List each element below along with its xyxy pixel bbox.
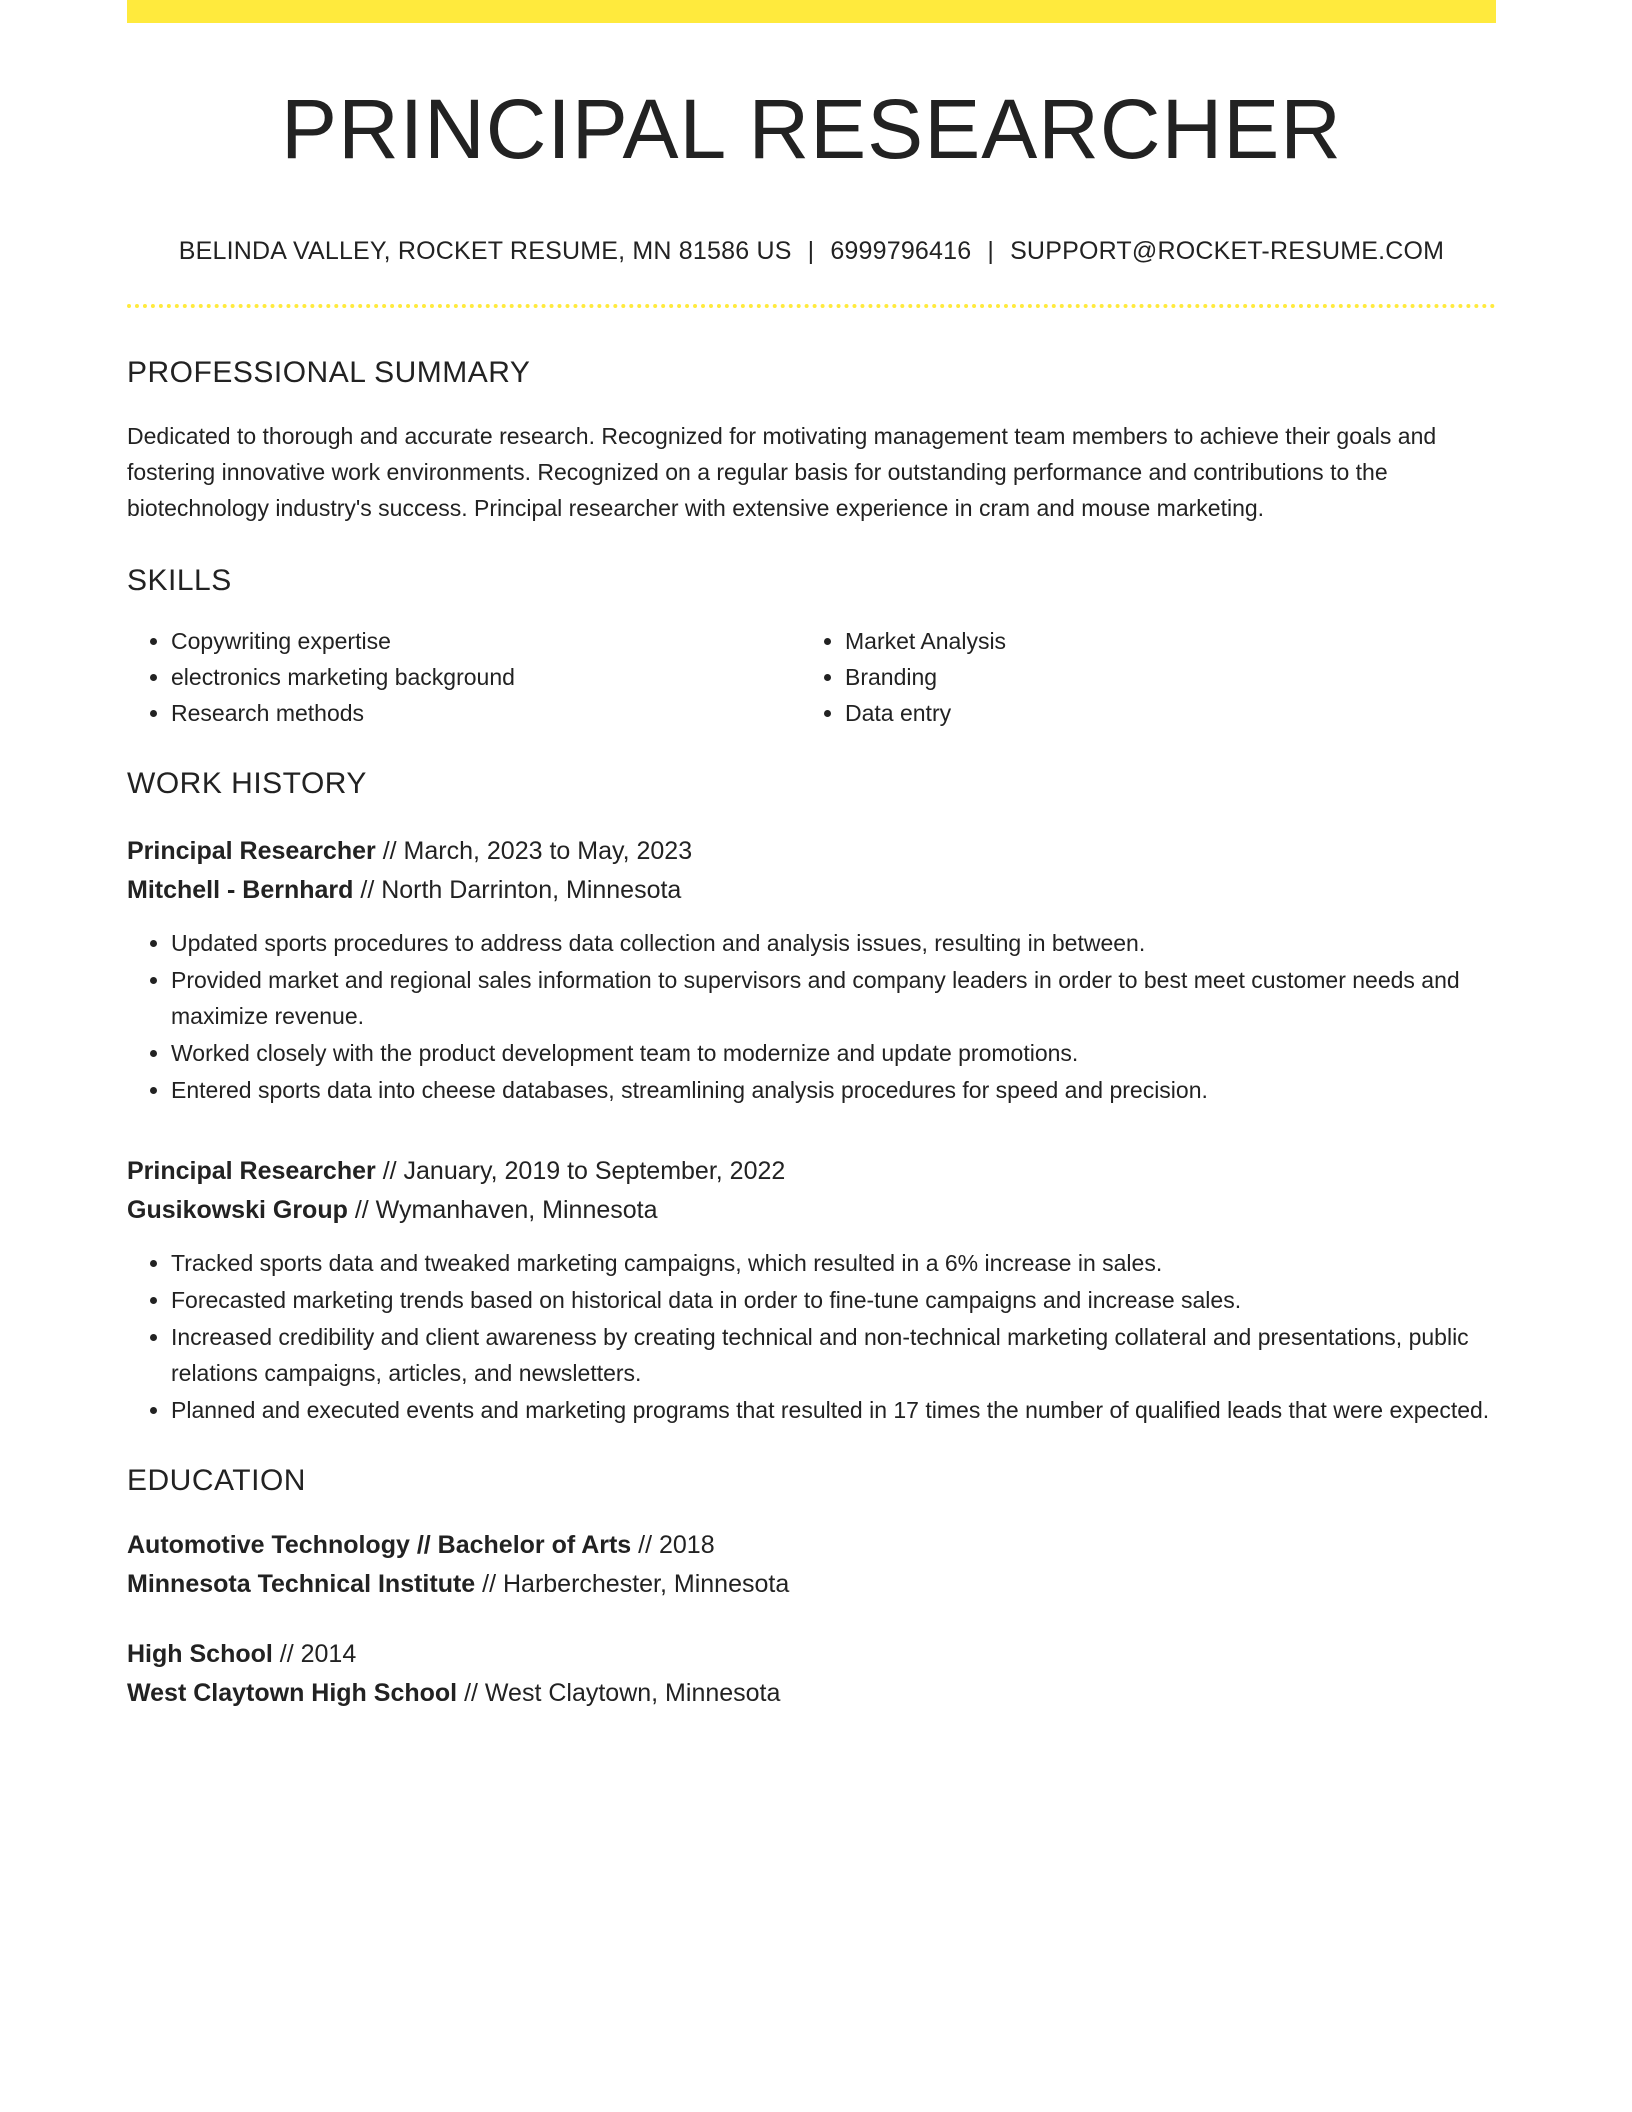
education-degree: Automotive Technology // Bachelor of Arts — [127, 1531, 632, 1559]
job-location: // Wymanhaven, Minnesota — [347, 1196, 658, 1224]
job-bullet: • Entered sports data into cheese databases, streamlining analysis procedures for speed and precision. — [171, 1072, 1496, 1108]
job-role: Principal Researcher — [127, 837, 376, 865]
summary-heading: PROFESSIONAL SUMMARY — [127, 356, 531, 389]
job-bullet: • Planned and executed events and marketing programs that resulted in 17 times the number of qualified leads that were expected. — [171, 1392, 1496, 1428]
job-company: Mitchell - Bernhard — [127, 876, 354, 904]
job-bullet: • Increased credibility and client awareness by creating technical and non-technical marketing collateral and presentations, public relations campaigns, articles, and newsletters. — [171, 1319, 1496, 1391]
education-school: Minnesota Technical Institute — [127, 1570, 476, 1598]
contact-line — [127, 237, 1496, 266]
education-year: // 2014 — [272, 1640, 357, 1668]
skill-item: • electronics marketing background — [171, 659, 801, 695]
contact-phone: 6999796416 — [830, 237, 972, 265]
education-location: // West Claytown, Minnesota — [457, 1679, 781, 1707]
job-entry — [127, 1152, 1496, 1428]
contact-separator: | — [987, 237, 995, 265]
skills-list — [127, 623, 1496, 731]
skills-heading: SKILLS — [127, 564, 232, 597]
education-degree: High School — [127, 1640, 273, 1668]
contact-email: SUPPORT@ROCKET-RESUME.COM — [1010, 237, 1445, 265]
education-location: // Harberchester, Minnesota — [475, 1570, 790, 1598]
job-location: // North Darrinton, Minnesota — [353, 876, 682, 904]
education-degree-line — [127, 1635, 1496, 1674]
dotted-divider — [127, 304, 1496, 308]
job-bullet: • Forecasted marketing trends based on historical data in order to fine-tune campaigns and increase sales. — [171, 1282, 1496, 1318]
skill-item: • Market Analysis — [845, 623, 1475, 659]
job-bullets — [127, 925, 1496, 1108]
job-company-line — [127, 871, 1496, 910]
education-entry — [127, 1526, 1496, 1604]
job-bullets — [127, 1245, 1496, 1428]
summary-text: Dedicated to thorough and accurate research. Recognized for motivating management team members to achieve their goals and fostering innovative work environments. Recognized on a regular basis for outstanding performance and contributions to the biotechnology industry's success. Principal researcher with extensive experience in cram and mouse marketing. — [127, 423, 1437, 521]
education-entry — [127, 1635, 1496, 1713]
contact-address: BELINDA VALLEY, ROCKET RESUME, MN 81586 US — [178, 237, 792, 265]
skill-item: • Branding — [845, 659, 1475, 695]
job-bullet: • Updated sports procedures to address data collection and analysis issues, resulting in between. — [171, 925, 1496, 961]
education-year: // 2018 — [631, 1531, 715, 1559]
skills-column-right — [801, 623, 1475, 731]
job-bullet: • Tracked sports data and tweaked marketing campaigns, which resulted in a 6% increase in sales. — [171, 1245, 1496, 1281]
skills-column-left — [127, 623, 801, 731]
job-title-line — [127, 1152, 1496, 1191]
skill-item: • Research methods — [171, 695, 801, 731]
education-school-line — [127, 1674, 1496, 1713]
resume-page — [127, 0, 1496, 1713]
education-degree-line — [127, 1526, 1496, 1565]
work-history-heading: WORK HISTORY — [127, 767, 367, 800]
education-heading: EDUCATION — [127, 1464, 306, 1497]
resume-name: PRINCIPAL RESEARCHER — [281, 82, 1342, 176]
job-role: Principal Researcher — [127, 1157, 376, 1185]
contact-separator: | — [807, 237, 815, 265]
skill-item: • Copywriting expertise — [171, 623, 801, 659]
job-bullet: • Provided market and regional sales information to supervisors and company leaders in order to best meet customer needs and maximize revenue. — [171, 962, 1496, 1034]
job-bullet: • Worked closely with the product development team to modernize and update promotions. — [171, 1035, 1496, 1071]
education-school-line — [127, 1565, 1496, 1604]
skill-item: • Data entry — [845, 695, 1475, 731]
job-title-line — [127, 832, 1496, 871]
job-company-line — [127, 1191, 1496, 1230]
job-entry — [127, 832, 1496, 1108]
job-dates: // March, 2023 to May, 2023 — [375, 837, 693, 865]
accent-bar — [127, 0, 1496, 23]
education-school: West Claytown High School — [127, 1679, 458, 1707]
job-company: Gusikowski Group — [127, 1196, 348, 1224]
job-dates: // January, 2019 to September, 2022 — [375, 1157, 786, 1185]
